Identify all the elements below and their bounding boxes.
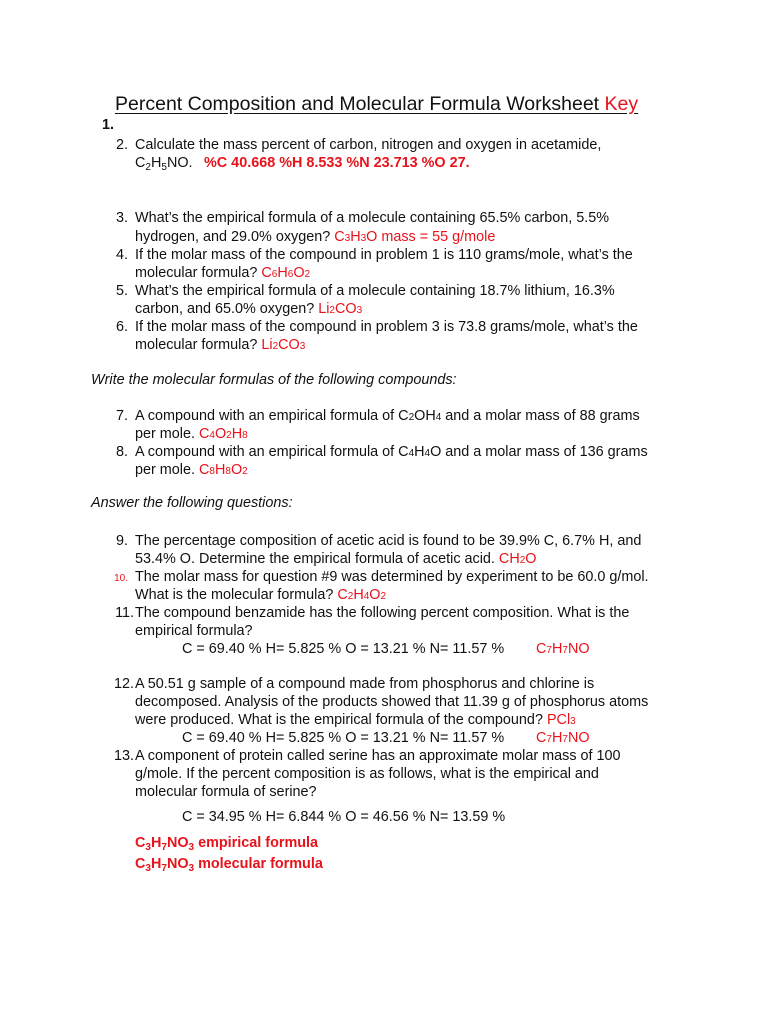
question-number: 2. bbox=[115, 137, 128, 153]
question-2-formula: $C_2H_5NO$. bbox=[135, 155, 193, 173]
question-7-answer: C4O2H8 bbox=[199, 426, 248, 442]
page-title: Percent Composition and Molecular Formula Worksheet Key bbox=[115, 93, 639, 115]
question-9-answer: CH2O bbox=[498, 551, 537, 567]
section-heading-answer-questions: Answer the following questions: bbox=[91, 495, 293, 511]
question-7-text: A compound with an empirical formula of C2OH4 and a molar mass of 88 grams bbox=[135, 408, 640, 424]
question-2-answer: %C 40.668 %H 8.533 %N 23.713 %O 27. bbox=[204, 155, 470, 171]
question-10-answer: C2H4O2 bbox=[337, 587, 387, 603]
question-12-answer-2: C7H7NO bbox=[536, 730, 590, 746]
question-6-answer: Li2CO3 bbox=[261, 337, 306, 353]
question-8-text: A compound with an empirical formula of C4H4O and a molar mass of 136 grams bbox=[135, 444, 648, 460]
question-12-answer: PCl3 bbox=[546, 712, 576, 728]
section-heading-molecular-formulas: Write the molecular formulas of the following compounds: bbox=[91, 372, 457, 388]
question-4-answer: C6H6O2 bbox=[261, 265, 311, 281]
title-key: Key bbox=[604, 93, 639, 115]
question-8-answer: C8H8O2 bbox=[199, 462, 248, 478]
question-3-answer: C3H3O mass = 55 g/mole bbox=[334, 229, 496, 245]
question-text: Calculate the mass percent of carbon, nitrogen and oxygen in acetamide, bbox=[135, 137, 602, 153]
worksheet-page: Percent Composition and Molecular Formula Worksheet Key 1. 2. Calculate the mass percent of carbon, nitrogen and oxygen in acetamide, $C_2H_5NO$. %C 40.668 %H 8.533 %N 23.713 %O 27. 3. What’s the empirical formula of a molecule containing 65.5% carbon, 5.5% hydrogen, and 29.0% oxygen? C3H3O mass = 55 g/mole 4. If the molar mass of the compound in problem 1 is 110 grams/mole, what’s the molecular formula? C6H6O2 5. What’s the empirical formula of a molecule containing 18.7% lithium, 16.3% carbon, and 65.0% oxygen? Li2CO3 6. If the molar mass of the compound in problem 3 is 73.8 grams/mole, what’s the molecular formula? Li2CO3 Write the molecular formulas of the following compounds: 7. A compound with an empirical formula of C2OH4 and a molar mass of 88 grams per mole. C4O2H8 8. A compound with an empirical formula of C4H4O and a molar mass of 136 grams per mole. C8H8O2 Answer the following questions: 9. The percentage composition of acetic acid is found to be 39.9% C, 6.7% H, and 53.4% O. Determine the empirical formula of acetic acid. CH2O 10. The molar mass for question #9 was determined by experiment to be 60.0 g/mol. What is the molecular formula? C2H4O2 11. The compound benzamide has the following percent composition. What is the empirical formula? C = 69.40 % H= 5.825 % O = 13.21 % N= 11.57 % C7H7NO 12. A 50.51 g sample of a compound made from phosphorus and chlorine is decomposed. Analysis of the products showed that 11.39 g of phosphorus atoms were produced. What is the empirical formula of the compound? PCl3 C = 69.40 % H= 5.825 % O = 13.21 % N= 11.57 % C7H7NO 13. A component of protein called serine has an approximate molar mass of 100 g/mole. If the percent composition is as follows, what is the empirical and molecular formula of serine? C = 34.95 % H= 6.844 % O = 46.56 % N= 13.59 % $C_3H_7NO_3$ empirical formula $C_3H_7NO_3$ molecular formula bbox=[91, 93, 649, 874]
question-5-answer: Li2CO3 bbox=[318, 301, 363, 317]
question-11-answer: C7H7NO bbox=[536, 641, 590, 657]
